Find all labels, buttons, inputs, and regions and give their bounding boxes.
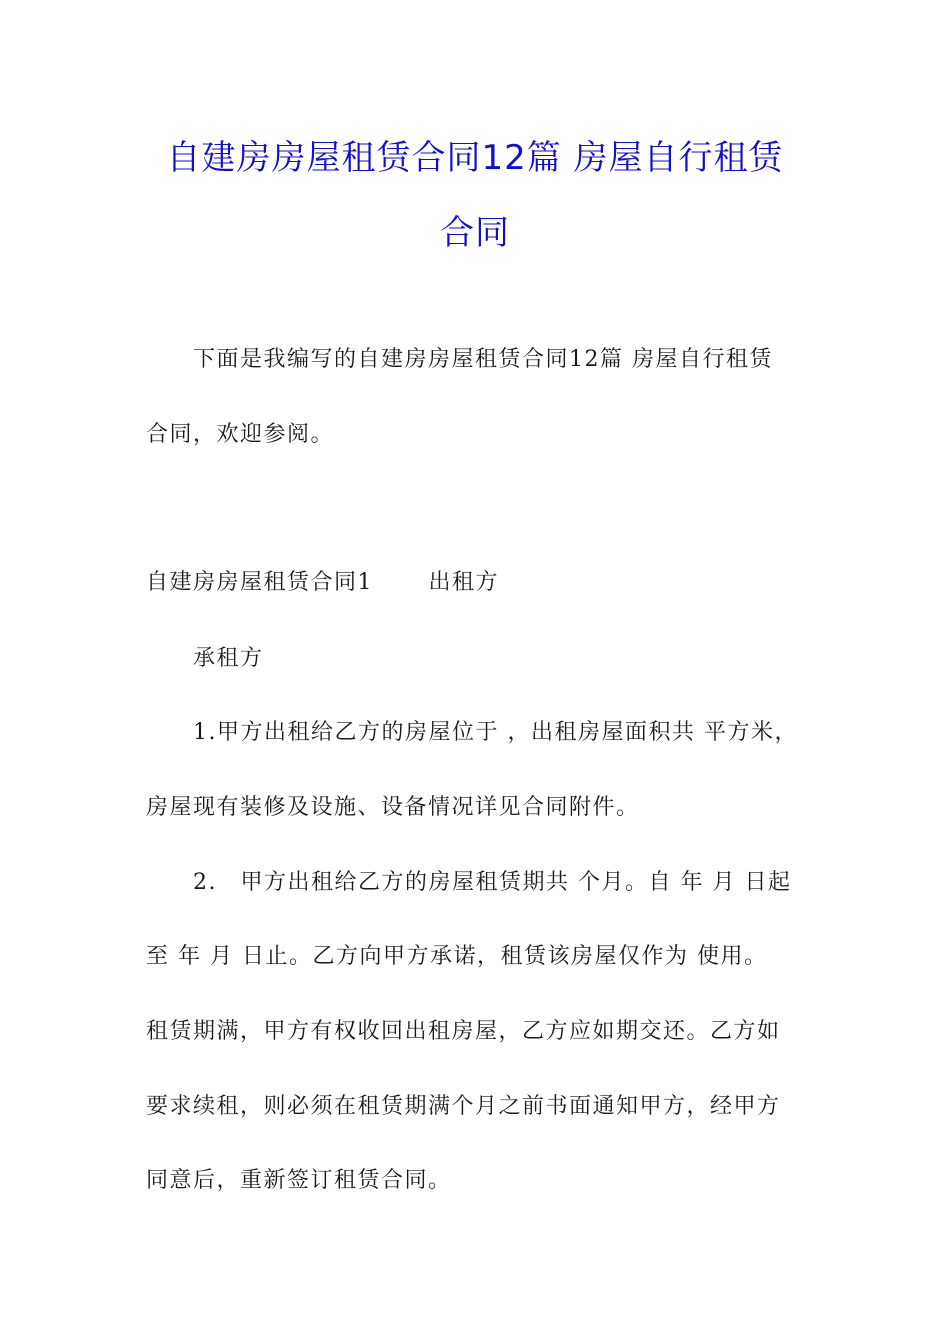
document-title-line2: 合同 [440,213,510,253]
clause1-line2: 房屋现有装修及设施、设备情况详见合同附件。 [146,795,640,820]
lessee-line: 承租方 [193,646,264,671]
section-heading: 自建房房屋租赁合同1 出租方 [146,570,499,595]
document-title-line1: 自建房房屋租赁合同12篇 房屋自行租赁 [166,138,784,178]
clause2-line1: 2. 甲方出租给乙方的房屋租赁期共 个月。自 年 月 日起 [193,870,792,895]
clause2-line5: 同意后，重新签订租赁合同。 [146,1168,452,1193]
clause2-line4: 要求续租，则必须在租赁期满个月之前书面通知甲方，经甲方 [146,1094,781,1119]
clause1-line1: 1.甲方出租给乙方的房屋位于 ，出租房屋面积共 平方米， [193,720,798,745]
intro-line2: 合同，欢迎参阅。 [146,422,335,447]
clause2-line2: 至 年 月 日止。乙方向甲方承诺，租赁该房屋仅作为 使用。 [146,944,768,969]
intro-line1: 下面是我编写的自建房房屋租赁合同12篇 房屋自行租赁 [193,347,773,372]
clause2-line3: 租赁期满，甲方有权收回出租房屋，乙方应如期交还。乙方如 [146,1019,781,1044]
